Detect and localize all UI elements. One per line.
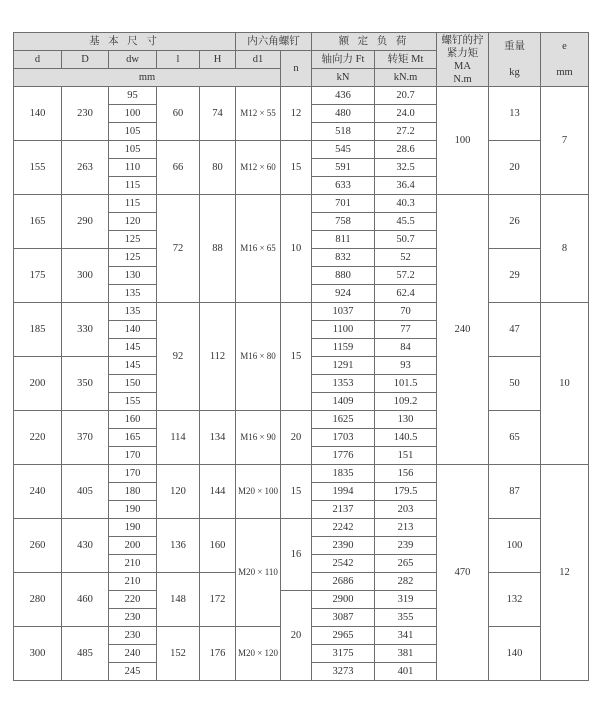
- cell-D: 330: [62, 303, 109, 357]
- cell-ft: 880: [312, 267, 375, 285]
- cell-mt: 151: [375, 447, 437, 465]
- header-screw-torque: [437, 33, 489, 87]
- cell-dw: 110: [109, 159, 157, 177]
- header-basic-dimensions: 基 本 尺 寸: [14, 33, 236, 51]
- cell-l: 120: [157, 465, 200, 519]
- cell-dw: 145: [109, 339, 157, 357]
- cell-mt: 341: [375, 627, 437, 645]
- cell-D: 370: [62, 411, 109, 465]
- cell-H: 88: [200, 195, 236, 303]
- cell-weight: 87: [489, 465, 541, 519]
- cell-weight: 20: [489, 141, 541, 195]
- cell-ft: 1703: [312, 429, 375, 447]
- header-e: [541, 33, 589, 87]
- cell-dw: 100: [109, 105, 157, 123]
- header-screw-torque-line2: 紧力矩: [446, 47, 479, 59]
- cell-weight: 140: [489, 627, 541, 681]
- cell-d: 260: [14, 519, 62, 573]
- cell-mt: 355: [375, 609, 437, 627]
- cell-mt: 84: [375, 339, 437, 357]
- cell-mt: 28.6: [375, 141, 437, 159]
- cell-D: 290: [62, 195, 109, 249]
- cell-d1: M16 × 65: [236, 195, 281, 303]
- cell-ft: 2686: [312, 573, 375, 591]
- cell-ft: 1100: [312, 321, 375, 339]
- cell-mt: 179.5: [375, 483, 437, 501]
- header-weight-unit: kg: [509, 67, 520, 78]
- table-row: [14, 195, 589, 213]
- cell-dw: 220: [109, 591, 157, 609]
- cell-H: 176: [200, 627, 236, 681]
- cell-mt: 130: [375, 411, 437, 429]
- cell-dw: 140: [109, 321, 157, 339]
- cell-e: 10: [541, 303, 589, 465]
- cell-mt: 109.2: [375, 393, 437, 411]
- cell-ft: 1625: [312, 411, 375, 429]
- header-rated-load: 额 定 负 荷: [312, 33, 437, 51]
- table-body: [14, 87, 589, 681]
- cell-mt: 101.5: [375, 375, 437, 393]
- header-d: d: [14, 51, 62, 69]
- cell-dw: 105: [109, 141, 157, 159]
- cell-mt: 52: [375, 249, 437, 267]
- cell-ma: 470: [437, 465, 489, 681]
- cell-ft: 1776: [312, 447, 375, 465]
- cell-H: 74: [200, 87, 236, 141]
- header-torque: 转矩 Mt: [375, 51, 437, 69]
- cell-dw: 190: [109, 501, 157, 519]
- header-unit-kn: kN: [312, 69, 375, 87]
- header-weight: [489, 33, 541, 87]
- cell-e: 12: [541, 465, 589, 681]
- cell-D: 263: [62, 141, 109, 195]
- cell-D: 485: [62, 627, 109, 681]
- table-header: [14, 33, 589, 87]
- cell-dw: 115: [109, 195, 157, 213]
- cell-d: 300: [14, 627, 62, 681]
- cell-ft: 832: [312, 249, 375, 267]
- cell-mt: 140.5: [375, 429, 437, 447]
- header-e-label: e: [562, 41, 567, 52]
- cell-ft: 2542: [312, 555, 375, 573]
- header-H: H: [200, 51, 236, 69]
- cell-ma: 100: [437, 87, 489, 195]
- cell-ft: 1353: [312, 375, 375, 393]
- cell-d: 140: [14, 87, 62, 141]
- cell-d1: M20 × 120: [236, 627, 281, 681]
- cell-mt: 36.4: [375, 177, 437, 195]
- cell-D: 460: [62, 573, 109, 627]
- cell-ft: 518: [312, 123, 375, 141]
- cell-dw: 170: [109, 447, 157, 465]
- cell-mt: 77: [375, 321, 437, 339]
- header-axial-force: 轴向力 Ft: [312, 51, 375, 69]
- cell-dw: 135: [109, 303, 157, 321]
- cell-ft: 633: [312, 177, 375, 195]
- cell-ft: 545: [312, 141, 375, 159]
- cell-weight: 47: [489, 303, 541, 357]
- cell-ft: 2965: [312, 627, 375, 645]
- cell-D: 230: [62, 87, 109, 141]
- cell-dw: 150: [109, 375, 157, 393]
- cell-ft: 436: [312, 87, 375, 105]
- cell-mt: 32.5: [375, 159, 437, 177]
- cell-dw: 230: [109, 609, 157, 627]
- table-row: [14, 87, 589, 105]
- cell-ft: 3175: [312, 645, 375, 663]
- cell-D: 405: [62, 465, 109, 519]
- cell-l: 152: [157, 627, 200, 681]
- cell-ft: 924: [312, 285, 375, 303]
- cell-mt: 93: [375, 357, 437, 375]
- header-D: D: [62, 51, 109, 69]
- table-row: [14, 465, 589, 483]
- cell-ft: 1835: [312, 465, 375, 483]
- cell-H: 172: [200, 573, 236, 627]
- header-weight-label: 重量: [504, 41, 525, 52]
- cell-mt: 20.7: [375, 87, 437, 105]
- cell-mt: 239: [375, 537, 437, 555]
- header-e-unit: mm: [556, 67, 573, 78]
- header-n: n: [281, 51, 312, 87]
- cell-dw: 210: [109, 573, 157, 591]
- table-row: [14, 303, 589, 321]
- cell-mt: 62.4: [375, 285, 437, 303]
- cell-ft: 1159: [312, 339, 375, 357]
- cell-d1: M12 × 60: [236, 141, 281, 195]
- table-row: [14, 411, 589, 429]
- cell-D: 350: [62, 357, 109, 411]
- cell-weight: 26: [489, 195, 541, 249]
- cell-ft: 1994: [312, 483, 375, 501]
- cell-weight: 13: [489, 87, 541, 141]
- cell-n: 15: [281, 303, 312, 411]
- cell-mt: 381: [375, 645, 437, 663]
- cell-weight: 65: [489, 411, 541, 465]
- cell-mt: 24.0: [375, 105, 437, 123]
- cell-dw: 145: [109, 357, 157, 375]
- cell-e: 7: [541, 87, 589, 195]
- cell-dw: 95: [109, 87, 157, 105]
- cell-mt: 57.2: [375, 267, 437, 285]
- cell-d: 175: [14, 249, 62, 303]
- cell-dw: 200: [109, 537, 157, 555]
- cell-dw: 160: [109, 411, 157, 429]
- cell-D: 430: [62, 519, 109, 573]
- cell-l: 136: [157, 519, 200, 573]
- cell-dw: 180: [109, 483, 157, 501]
- cell-dw: 135: [109, 285, 157, 303]
- header-unit-knm: kN.m: [375, 69, 437, 87]
- cell-mt: 282: [375, 573, 437, 591]
- cell-ft: 758: [312, 213, 375, 231]
- cell-n: 15: [281, 465, 312, 519]
- cell-dw: 170: [109, 465, 157, 483]
- cell-n: 10: [281, 195, 312, 303]
- cell-l: 66: [157, 141, 200, 195]
- cell-dw: 130: [109, 267, 157, 285]
- header-screw-torque-line1: 螺钉的拧: [441, 34, 484, 46]
- cell-n: 15: [281, 141, 312, 195]
- cell-ft: 811: [312, 231, 375, 249]
- cell-dw: 165: [109, 429, 157, 447]
- cell-ft: 2900: [312, 591, 375, 609]
- cell-H: 144: [200, 465, 236, 519]
- cell-ft: 2390: [312, 537, 375, 555]
- cell-d1: M16 × 80: [236, 303, 281, 411]
- cell-d1: M20 × 110: [236, 519, 281, 627]
- cell-d: 155: [14, 141, 62, 195]
- cell-dw: 125: [109, 249, 157, 267]
- cell-ft: 2137: [312, 501, 375, 519]
- header-d1: d1: [236, 51, 281, 69]
- cell-weight: 132: [489, 573, 541, 627]
- cell-H: 134: [200, 411, 236, 465]
- cell-ma: 240: [437, 195, 489, 465]
- cell-ft: 1037: [312, 303, 375, 321]
- cell-ft: 2242: [312, 519, 375, 537]
- spec-table-wrapper: [13, 32, 589, 681]
- cell-dw: 245: [109, 663, 157, 681]
- cell-ft: 3273: [312, 663, 375, 681]
- cell-dw: 210: [109, 555, 157, 573]
- cell-ft: 3087: [312, 609, 375, 627]
- cell-d: 165: [14, 195, 62, 249]
- cell-mt: 213: [375, 519, 437, 537]
- cell-mt: 70: [375, 303, 437, 321]
- cell-d1: M20 × 100: [236, 465, 281, 519]
- cell-d1: M16 × 90: [236, 411, 281, 465]
- cell-dw: 230: [109, 627, 157, 645]
- cell-H: 160: [200, 519, 236, 573]
- cell-mt: 401: [375, 663, 437, 681]
- table-row: [14, 141, 589, 159]
- cell-d: 200: [14, 357, 62, 411]
- cell-ft: 1409: [312, 393, 375, 411]
- cell-mt: 27.2: [375, 123, 437, 141]
- cell-n: 20: [281, 591, 312, 681]
- cell-e: 8: [541, 195, 589, 303]
- header-hex-screw: 内六角螺钉: [236, 33, 312, 51]
- cell-dw: 105: [109, 123, 157, 141]
- cell-mt: 156: [375, 465, 437, 483]
- cell-mt: 50.7: [375, 231, 437, 249]
- cell-ft: 701: [312, 195, 375, 213]
- cell-mt: 265: [375, 555, 437, 573]
- cell-l: 148: [157, 573, 200, 627]
- cell-dw: 240: [109, 645, 157, 663]
- cell-d: 185: [14, 303, 62, 357]
- cell-l: 72: [157, 195, 200, 303]
- cell-H: 112: [200, 303, 236, 411]
- header-screw-torque-symbol: MA: [454, 60, 471, 72]
- header-unit-mm: mm: [14, 69, 281, 87]
- cell-n: 12: [281, 87, 312, 141]
- cell-d: 240: [14, 465, 62, 519]
- cell-dw: 125: [109, 231, 157, 249]
- cell-ft: 480: [312, 105, 375, 123]
- cell-dw: 190: [109, 519, 157, 537]
- header-l: l: [157, 51, 200, 69]
- cell-weight: 29: [489, 249, 541, 303]
- cell-l: 92: [157, 303, 200, 411]
- cell-mt: 45.5: [375, 213, 437, 231]
- cell-d: 220: [14, 411, 62, 465]
- cell-l: 60: [157, 87, 200, 141]
- cell-d: 280: [14, 573, 62, 627]
- header-dw: dw: [109, 51, 157, 69]
- cell-D: 300: [62, 249, 109, 303]
- cell-d1: M12 × 55: [236, 87, 281, 141]
- cell-n: 16: [281, 519, 312, 591]
- cell-dw: 120: [109, 213, 157, 231]
- cell-ft: 1291: [312, 357, 375, 375]
- cell-mt: 319: [375, 591, 437, 609]
- cell-dw: 155: [109, 393, 157, 411]
- cell-weight: 100: [489, 519, 541, 573]
- cell-l: 114: [157, 411, 200, 465]
- cell-H: 80: [200, 141, 236, 195]
- cell-weight: 50: [489, 357, 541, 411]
- cell-ft: 591: [312, 159, 375, 177]
- cell-n: 20: [281, 411, 312, 465]
- cell-mt: 40.3: [375, 195, 437, 213]
- cell-mt: 203: [375, 501, 437, 519]
- locking-assembly-spec-table: [13, 32, 589, 681]
- header-screw-torque-unit: N.m: [453, 73, 472, 85]
- cell-dw: 115: [109, 177, 157, 195]
- table-row: [14, 519, 589, 537]
